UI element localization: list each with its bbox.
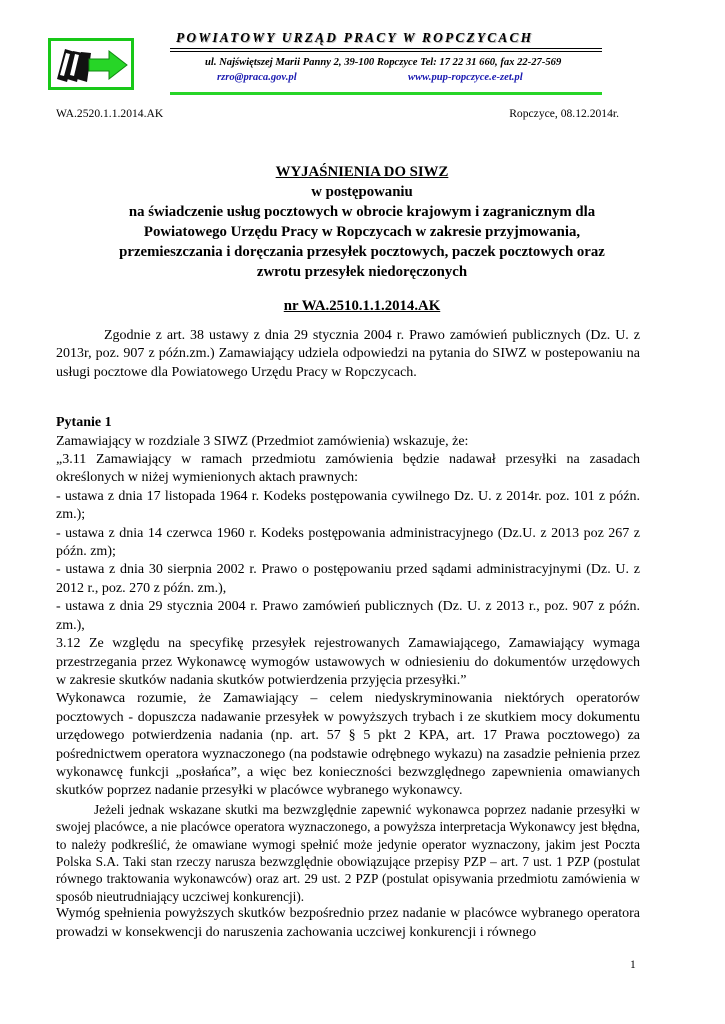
title-line-2: w postępowaniu [311, 184, 413, 200]
paragraph: Jeżeli jednak wskazane skutki ma bezwzględnie zapewnić wykonawca poprzez nadanie przesyłki w swojej placówce, a nie placówce operatora wyznaczonego, a powyższa interpretacja Wykonawcy jest błędna, to należy podkreślić, że omawiane wymogi spełnić może jedynie operator wyznaczony, jakim jest Poczta Polska S.A. Taki stan rzeczy narusza bezwzględnie obowiązujące przepisy PZP – art. 7 ust. 1 PZP (postulat równego traktowania wykonawców) oraz art. 29 ust. 2 PZP (postulat opisywania przedmiotu zamówienia w sposób nieutrudniający uczciwej konkurencji). [56, 801, 640, 904]
paragraph-gap [56, 382, 640, 414]
office-email-link[interactable]: rzro@praca.gov.pl [217, 72, 297, 83]
procedure-number: nr WA.2510.1.1.2014.AK [283, 298, 441, 314]
paragraph: „3.11 Zamawiający w ramach przedmiotu zamówienia będzie nadawał przesyłki na zasadach określonych w niżej wymienionych aktach prawnych: [56, 452, 640, 486]
document-date: Ropczyce, 08.12.2014r. [509, 107, 619, 120]
document-reference: WA.2520.1.1.2014.AK [56, 107, 164, 120]
list-item: - ustawa z dnia 29 stycznia 2004 r. Prawo zamówień publicznych (Dz. U. z 2013 r., poz. 907 z późn. zm.), [56, 599, 640, 633]
list-item: - ustawa z dnia 17 listopada 1964 r. Kodeks postępowania cywilnego Dz. U. z 2014r. poz. 101 z późn. zm.); [56, 488, 640, 523]
title-line-1: WYJAŚNIENIA DO SIWZ [275, 164, 449, 180]
office-name: POWIATOWY URZĄD PRACY W ROPCZYCACH [176, 30, 534, 45]
title-line-6: zwrotu przesyłek niedoręczonych [256, 264, 468, 280]
cards-arrow-logo-icon [51, 41, 131, 87]
header-rule-secondary [170, 51, 602, 52]
office-logo [48, 38, 134, 90]
document-body [56, 327, 640, 942]
header-rule [170, 48, 602, 49]
page-number: 1 [630, 958, 636, 971]
document-title [56, 162, 668, 282]
title-line-3: na świadczenie usług pocztowych w obrocie krajowym i zagranicznym dla [128, 204, 596, 220]
paragraph: Wymóg spełnienia powyższych skutków bezpośrednio przez nadanie w placówce wybranego operatora prowadzi w konsekwencji do naruszenia zachowania uczciwej konkurencji i równego [56, 906, 640, 940]
office-address: ul. Najświętszej Marii Panny 2, 39-100 Ropczyce Tel: 17 22 31 660, fax 22-27-569 [205, 57, 562, 68]
header-green-rule [170, 92, 602, 95]
paragraph: 3.12 Ze względu na specyfikę przesyłek rejestrowanych Zamawiającego, Zamawiający wymaga przestrzegania przez Wykonawcę wymogów ustawowych w odniesieniu do dokumentów urzędowych w zakresie skutków nadania skutków potwierdzenia przyjęcia przesyłki.” [56, 636, 640, 688]
paragraph: Zamawiający w rozdziale 3 SIWZ (Przedmiot zamówienia) wskazuje, że: [56, 433, 469, 449]
intro-paragraph: Zgodnie z art. 38 ustawy z dnia 29 stycznia 2004 r. Prawo zamówień publicznych (Dz. U. z 2013r, poz. 907 z późn.zm.) Zamawiający udziela odpowiedzi na pytania do SIWZ w postepowaniu na usługi pocztowe dla Powiatowego Urzędu Pracy w Ropczycach. [56, 328, 640, 380]
list-item: - ustawa z dnia 14 czerwca 1960 r. Kodeks postępowania administracyjnego (Dz.U. z 2013 poz 267 z późn. zm); [56, 525, 640, 560]
paragraph: Wykonawca rozumie, że Zamawiający – celem niedyskryminowania niektórych operatorów pocztowych - dopuszcza nadawanie przesyłek w powyższych trybach i ze skutkiem mocy dokumentu urzędowego potwierdzenia nadania (np. art. 57 § 5 pkt 2 KPA, art. 17 Prawa pocztowego) za pośrednictwem operatora wyznaczonego (na podstawie odrębnego wykazu) na zasadzie pełnienia przez wykonawcę funkcji „posłańca”, a więc bez konieczności bezwzględnego zapewnienia omawianych skutków poprzez nadanie przesyłki w placówce wybranego wykonawcy. [56, 691, 640, 799]
question-heading: Pytanie 1 [56, 415, 112, 431]
title-line-5: przemieszczania i doręczania przesyłek pocztowych, paczek pocztowych oraz [119, 244, 605, 260]
title-line-4: Powiatowego Urzędu Pracy w Ropczycach w zakresie przyjmowania, [143, 224, 581, 240]
list-item: - ustawa z dnia 30 sierpnia 2002 r. Prawo o postępowaniu przed sądami administracyjnymi (Dz. U. z 2012 r., poz. 270 z późn. zm.), [56, 562, 640, 596]
office-website-link[interactable]: www.pup-ropczyce.e-zet.pl [408, 72, 523, 83]
